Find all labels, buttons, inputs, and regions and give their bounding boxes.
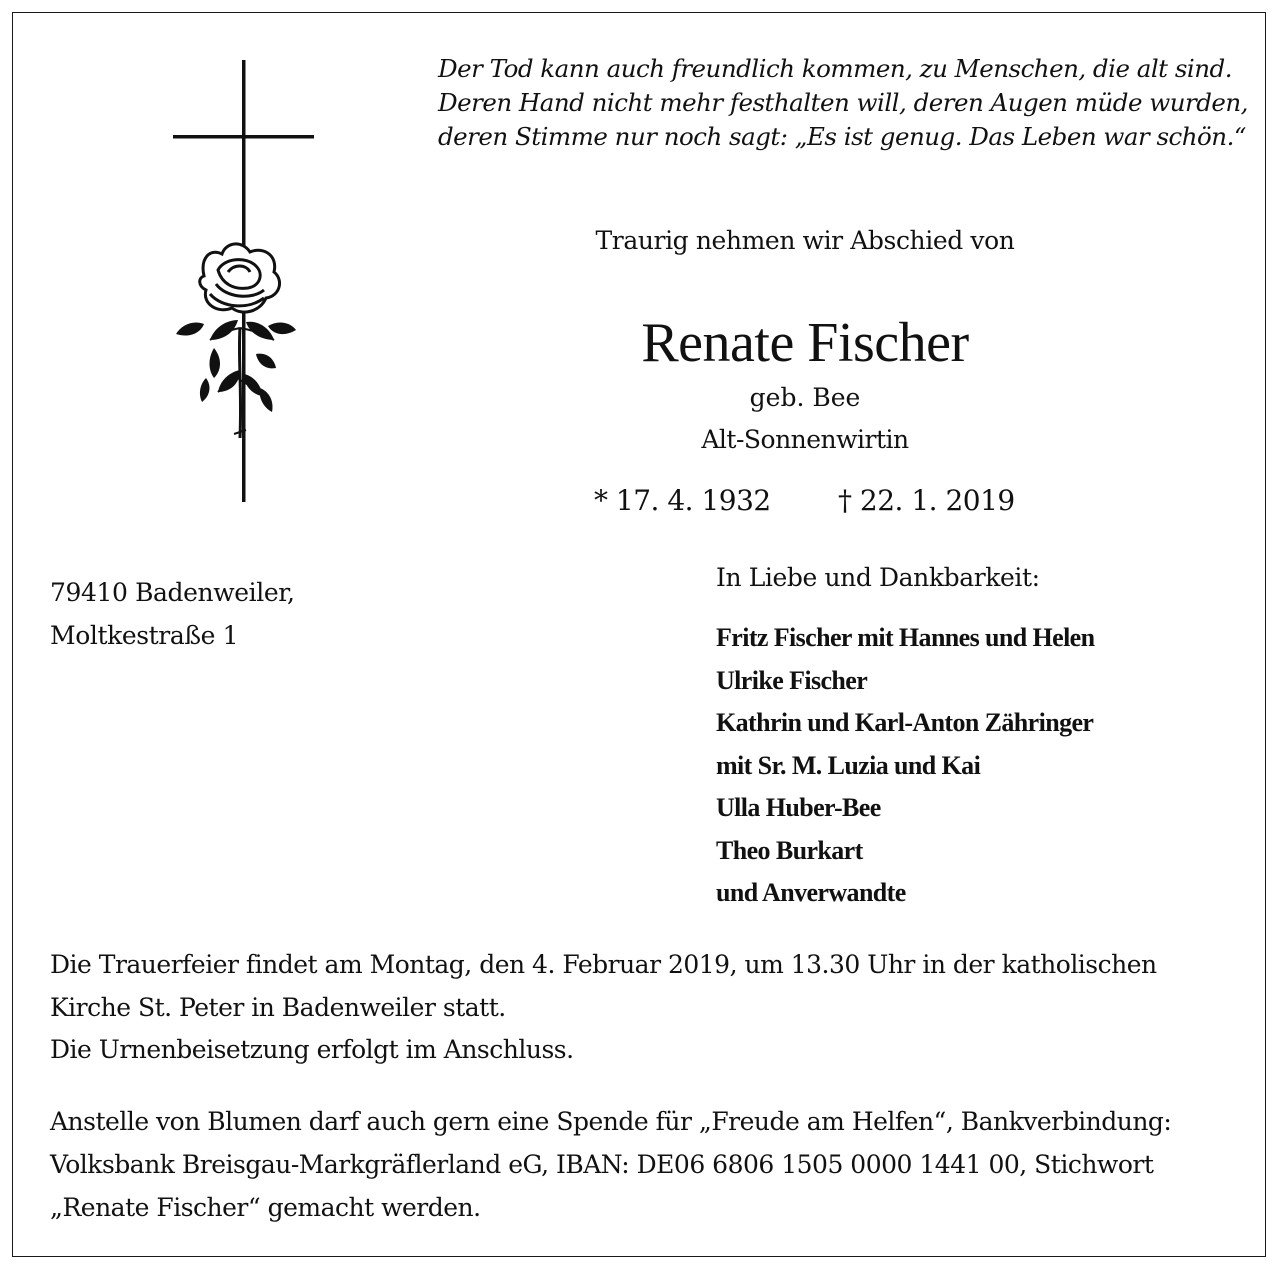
- deceased-name: Renate Fischer: [641, 312, 969, 374]
- mourner-name: Kathrin und Karl-Anton Zähringer: [716, 708, 1094, 737]
- ceremony-line: Die Urnenbeisetzung erfolgt im Anschluss.: [50, 1035, 574, 1064]
- donation-line: „Renate Fischer“ gemacht werden.: [50, 1193, 481, 1222]
- quote-line: deren Stimme nur noch sagt: „Es ist genug. Das Leben war schön.“: [438, 122, 1246, 151]
- mourner-name: Theo Burkart: [716, 835, 863, 865]
- quote-line: Der Tod kann auch freundlich kommen, zu Menschen, die alt sind.: [438, 54, 1232, 83]
- donation-info: [50, 1100, 1240, 1229]
- address-line-1: 79410 Badenweiler,: [50, 578, 295, 607]
- death-date: † 22. 1. 2019: [838, 484, 1015, 517]
- mourner-name: Fritz Fischer mit Hannes und Helen: [716, 623, 1095, 652]
- quote-line: Deren Hand nicht mehr festhalten will, deren Augen müde wurden,: [438, 88, 1248, 117]
- deceased-title: Alt-Sonnenwirtin: [701, 425, 909, 454]
- ceremony-info: [50, 944, 1240, 1072]
- maiden-name: geb. Bee: [749, 383, 861, 412]
- quote: [438, 52, 1248, 154]
- ceremony-line: Die Trauerfeier findet am Montag, den 4. Februar 2019, um 13.30 Uhr in der katholischen: [50, 950, 1157, 979]
- cross-with-rose-icon: [160, 58, 330, 508]
- birth-date: * 17. 4. 1932: [594, 484, 771, 517]
- intro-text: Traurig nehmen wir Abschied von: [595, 226, 1015, 255]
- donation-line: Volksbank Breisgau-Markgräflerland eG, IBAN: DE06 6806 1505 0000 1441 00, Stichwort: [50, 1150, 1154, 1179]
- mourner-name: und Anverwandte: [716, 878, 906, 907]
- mourners-label: In Liebe und Dankbarkeit:: [716, 563, 1040, 592]
- mourner-name: mit Sr. M. Luzia und Kai: [716, 750, 981, 780]
- ceremony-line: Kirche St. Peter in Badenweiler statt.: [50, 992, 506, 1022]
- donation-line: Anstelle von Blumen darf auch gern eine Spende für „Freude am Helfen“, Bankverbindung:: [50, 1107, 1172, 1136]
- mourners-list: [716, 617, 1095, 915]
- mourner-name: Ulrike Fischer: [716, 665, 868, 695]
- mourner-name: Ulla Huber-Bee: [716, 793, 881, 822]
- address-line-2: Moltkestraße 1: [50, 621, 239, 650]
- address: [50, 571, 295, 657]
